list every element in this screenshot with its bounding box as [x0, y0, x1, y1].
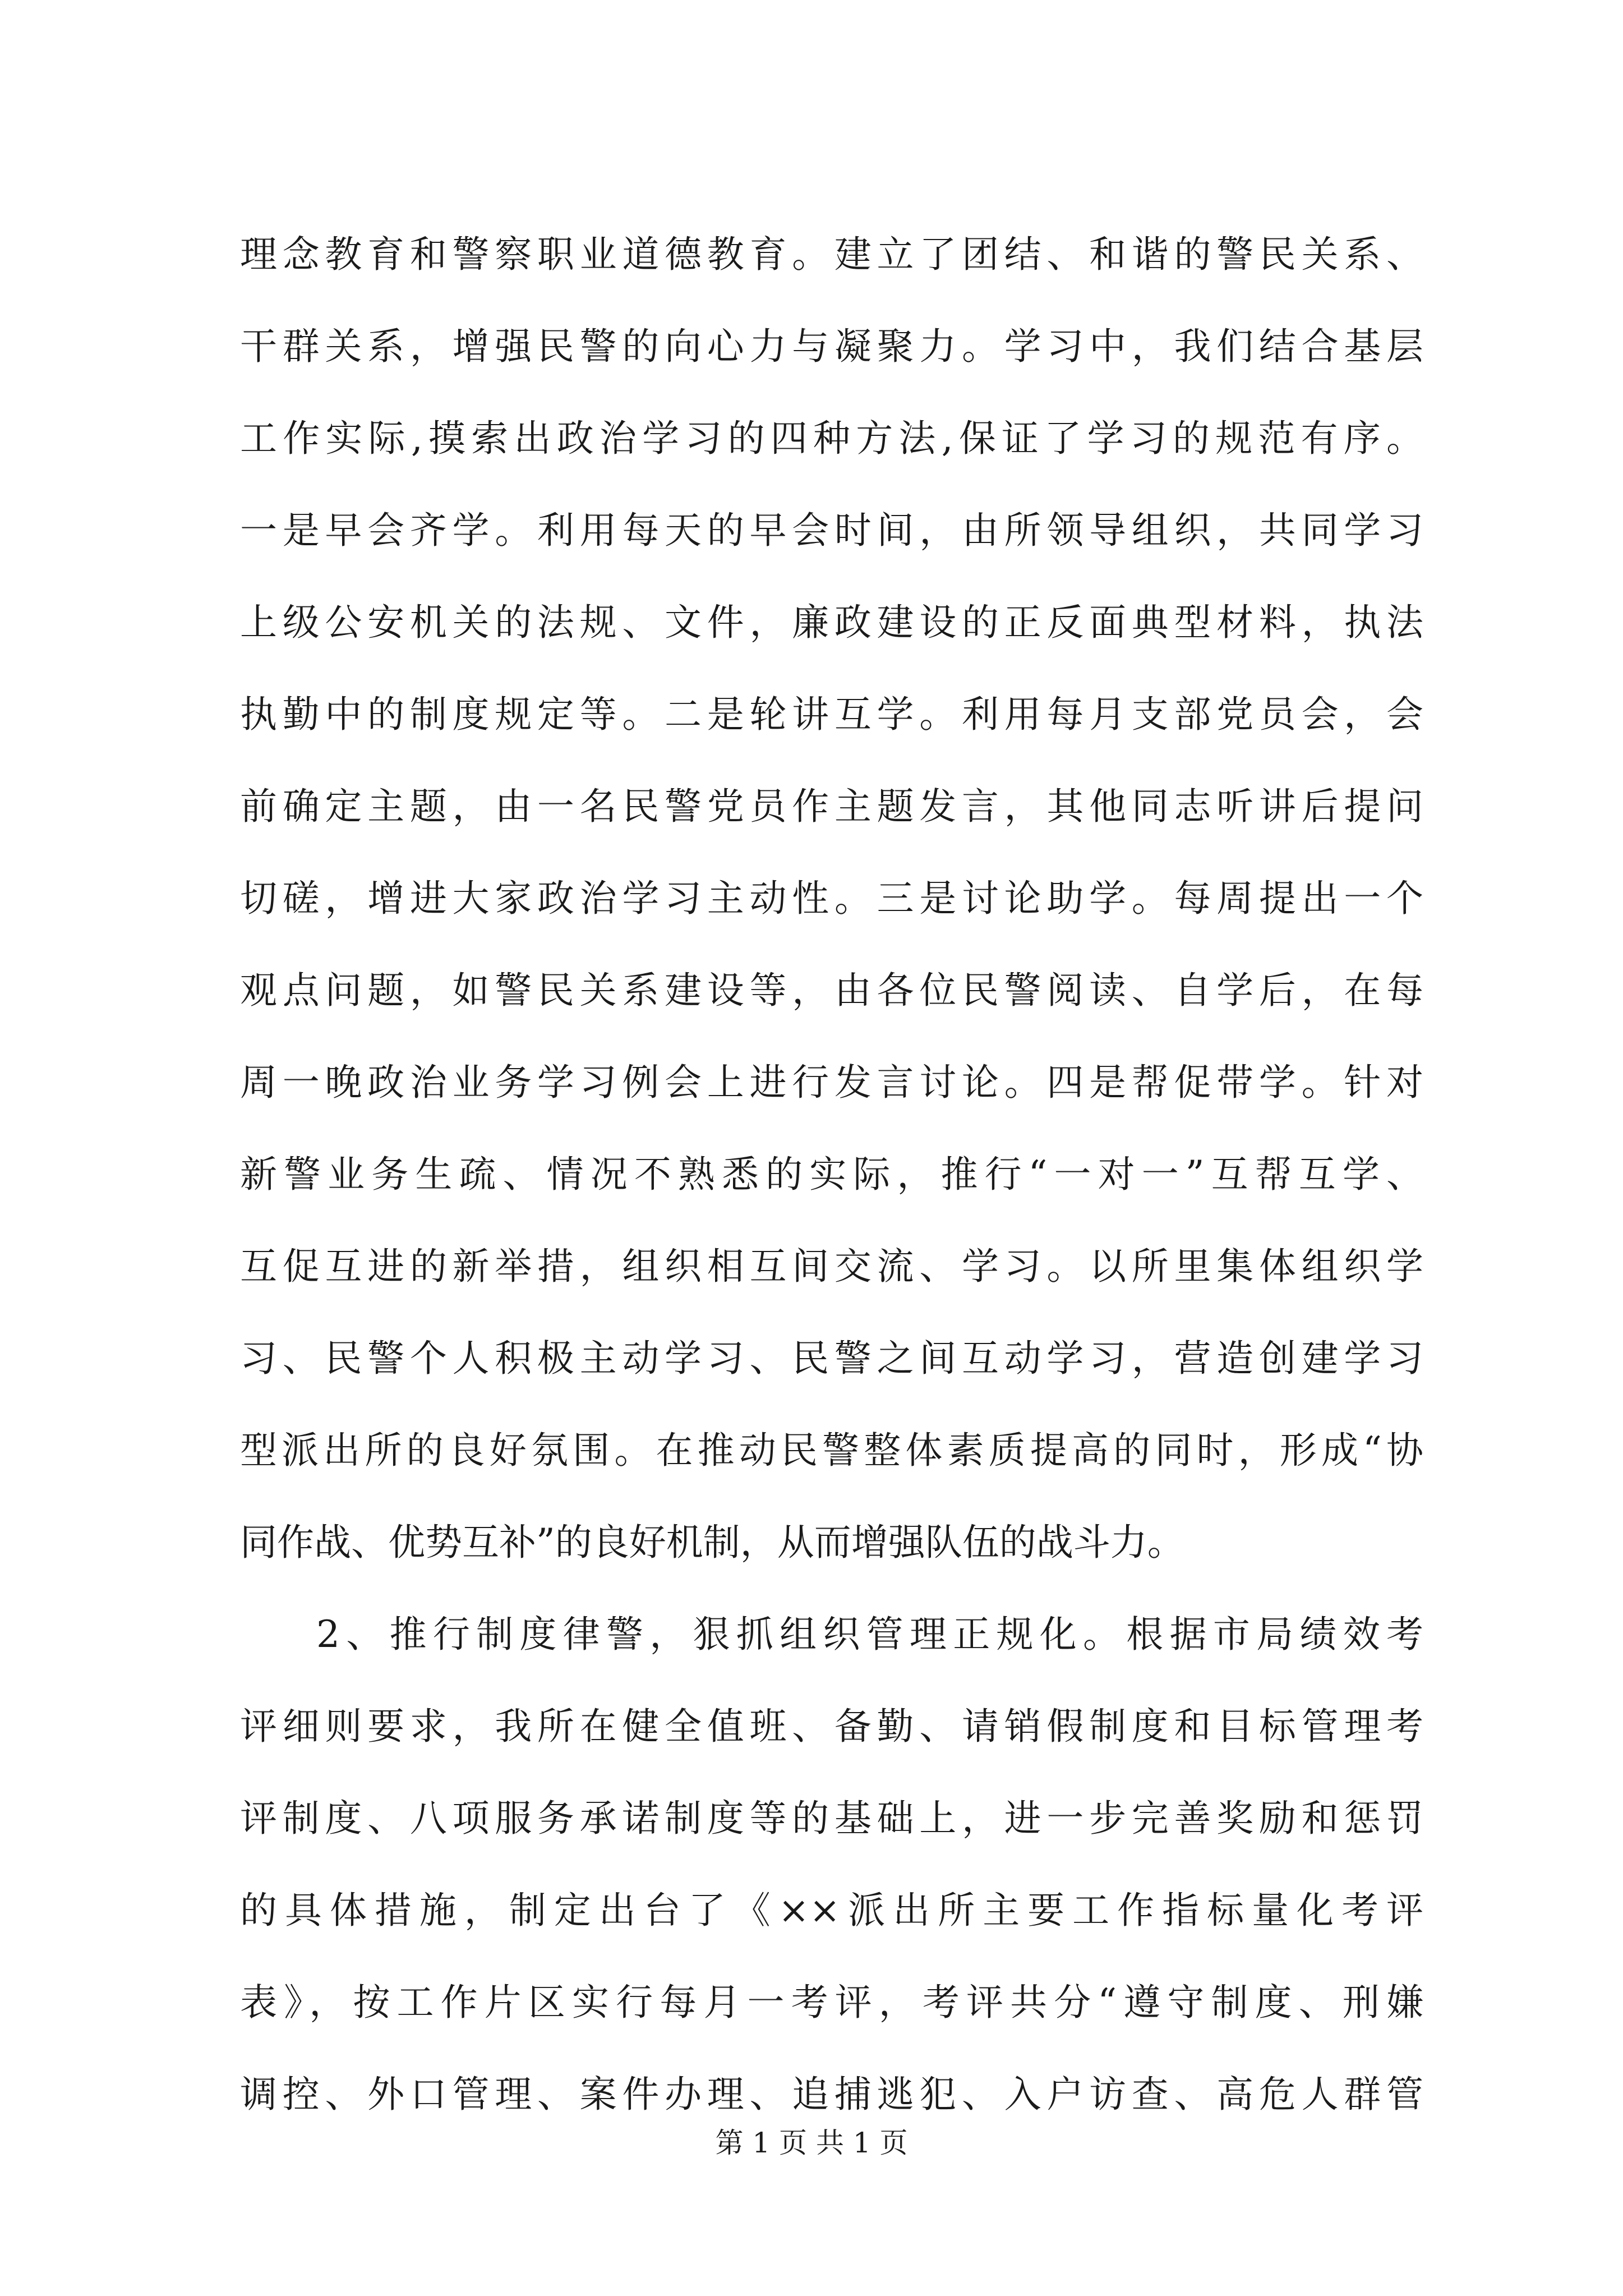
- page-number-footer: 第 1 页 共 1 页: [715, 2127, 908, 2159]
- document-body: [240, 209, 1423, 2141]
- text-line: 型派出所的良好氛围。在推动民警整体素质提高的同时，形成“协: [240, 1429, 1423, 1472]
- text-line: 的具体措施，制定出台了《××派出所主要工作指标量化考评: [240, 1889, 1423, 1932]
- text-line: 新警业务生疏、情况不熟悉的实际，推行“一对一”互帮互学、: [240, 1153, 1423, 1196]
- text-line: 观点问题，如警民关系建设等，由各位民警阅读、自学后，在每: [240, 969, 1423, 1012]
- text-line: 调控、外口管理、案件办理、追捕逃犯、入户访查、高危人群管: [240, 2073, 1423, 2116]
- text-line: 周一晚政治业务学习例会上进行发言讨论。四是帮促带学。针对: [240, 1061, 1423, 1104]
- text-line: 工作实际,摸索出政治学习的四种方法,保证了学习的规范有序。: [240, 417, 1423, 460]
- text-line: 上级公安机关的法规、文件，廉政建设的正反面典型材料，执法: [240, 601, 1423, 644]
- text-line: 理念教育和警察职业道德教育。建立了团结、和谐的警民关系、: [240, 233, 1423, 276]
- text-line: 评制度、八项服务承诺制度等的基础上，进一步完善奖励和惩罚: [240, 1797, 1423, 1840]
- text-line: 切磋，增进大家政治学习主动性。三是讨论助学。每周提出一个: [240, 877, 1423, 920]
- text-line: 表》，按工作片区实行每月一考评，考评共分“遵守制度、刑嫌: [240, 1981, 1423, 2024]
- text-line: 评细则要求，我所在健全值班、备勤、请销假制度和目标管理考: [240, 1705, 1423, 1748]
- text-line: 互促互进的新举措，组织相互间交流、学习。以所里集体组织学: [240, 1245, 1423, 1288]
- text-line: 同作战、优势互补”的良好机制，从而增强队伍的战斗力。: [240, 1521, 1184, 1564]
- text-line: 干群关系，增强民警的向心力与凝聚力。学习中，我们结合基层: [240, 325, 1423, 368]
- text-line: 习、民警个人积极主动学习、民警之间互动学习，营造创建学习: [240, 1337, 1423, 1380]
- text-line: 前确定主题，由一名民警党员作主题发言，其他同志听讲后提问: [240, 785, 1423, 828]
- text-line: 执勤中的制度规定等。二是轮讲互学。利用每月支部党员会，会: [240, 693, 1423, 736]
- text-line: 一是早会齐学。利用每天的早会时间，由所领导组织，共同学习: [240, 509, 1423, 552]
- paragraph-first-line: 2、推行制度律警，狠抓组织管理正规化。根据市局绩效考: [316, 1613, 1423, 1656]
